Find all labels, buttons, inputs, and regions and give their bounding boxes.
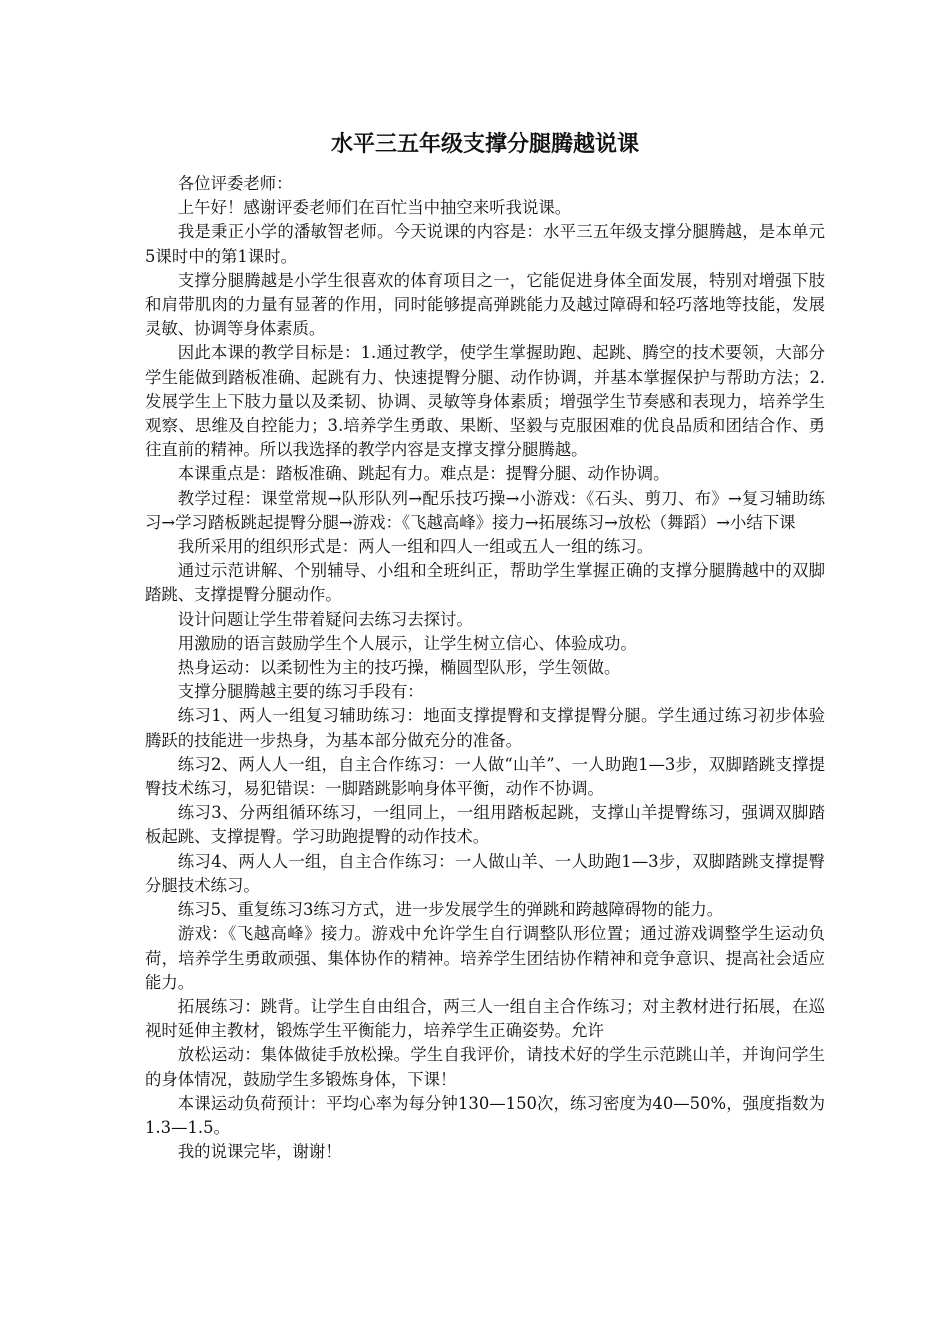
- paragraph-practice-3: 练习3、分两组循环练习，一组同上，一组用踏板起跳，支撑山羊提臀练习，强调双脚踏板起跳、支撑提臀。学习助跑提臀的动作技术。: [145, 803, 825, 847]
- paragraph-exercise-load: 本课运动负荷预计：平均心率为每分钟130—150次，练习密度为40—50%，强度指数为1.3—1.5。: [145, 1093, 825, 1137]
- paragraph-practice-1: 练习1、两人一组复习辅助练习：地面支撑提臀和支撑提臀分腿。学生通过练习初步体验腾跃的技能进一步热身，为基本部分做充分的准备。: [145, 706, 825, 750]
- paragraph-extension: 拓展练习：跳背。让学生自由组合，两三人一组自主合作练习；对主教材进行拓展，在巡视时延伸主教材，锻炼学生平衡能力，培养学生正确姿势。允许: [145, 996, 825, 1041]
- paragraph-thanks: 上午好！感谢评委老师们在百忙当中抽空来听我说课。: [177, 198, 572, 218]
- paragraph-closing: 我的说课完毕，谢谢！: [177, 1142, 342, 1162]
- paragraph-game: 游戏：《飞越高峰》接力。游戏中允许学生自行调整队形位置；通过游戏调整学生运动负荷，培养学生勇敢顽强、集体协作的精神。培养学生团结协作精神和竞争意识、提高社会适应能力。: [145, 924, 825, 992]
- paragraph-practice-intro: 支撑分腿腾越主要的练习手段有：: [177, 682, 424, 702]
- document-page: [145, 130, 825, 1164]
- paragraph-key-points: 本课重点是：踏板准确、跳起有力。难点是：提臀分腿、动作协调。: [177, 464, 670, 484]
- paragraph-greeting: 各位评委老师：: [177, 174, 293, 193]
- paragraph-encouragement: 用激励的语言鼓励学生个人展示，让学生树立信心、体验成功。: [177, 633, 637, 653]
- paragraph-cooldown: 放松运动：集体做徒手放松操。学生自我评价，请技术好的学生示范跳山羊，并询问学生的身体情况，鼓励学生多锻炼身体，下课！: [145, 1045, 825, 1089]
- document-title: 水平三五年级支撑分腿腾越说课: [330, 132, 639, 157]
- paragraph-practice-2: 练习2、两人人一组，自主合作练习：一人做“山羊”、一人助跑1—3步，双脚踏跳支撑提臀技术练习，易犯错误：一脚踏跳影响身体平衡，动作不协调。: [145, 754, 825, 799]
- paragraph-questions: 设计问题让学生带着疑问去练习去探讨。: [177, 609, 473, 629]
- paragraph-teaching-process: 教学过程：课堂常规→队形队列→配乐技巧操→小游戏：《石头、剪刀、布》→复习辅助练习→学习踏板跳起提臀分腿→游戏：《飞越高峰》接力→拓展练习→放松（舞蹈）→小结下课: [145, 488, 825, 532]
- paragraph-practice-4: 练习4、两人人一组，自主合作练习：一人做山羊、一人助跑1—3步，双脚踏跳支撑提臀分腿技术练习。: [145, 851, 825, 895]
- paragraph-teaching-goals: 因此本课的教学目标是：1.通过教学，使学生掌握助跑、起跳、腾空的技术要领，大部分学生能做到踏板准确、起跳有力、快速提臀分腿、动作协调，并基本掌握保护与帮助方法；2.发展学生上下肢力量以及柔韧、协调、灵敏等身体素质；增强学生节奏感和表现力，培养学生观察、思维及自控能力；3.培养学生勇敢、果断、坚毅与克服困难的优良品质和团结合作、勇往直前的精神。所以我选择的教学内容是支撑支撑分腿腾越。: [145, 343, 825, 460]
- paragraph-demonstration: 通过示范讲解、个别辅导、小组和全班纠正，帮助学生掌握正确的支撑分腿腾越中的双脚踏跳、支撑提臀分腿动作。: [145, 561, 825, 605]
- paragraph-organization: 我所采用的组织形式是：两人一组和四人一组或五人一组的练习。: [177, 537, 654, 557]
- paragraph-warmup: 热身运动：以柔韧性为主的技巧操，椭圆型队形，学生领做。: [177, 658, 621, 678]
- paragraph-introduction: 我是秉正小学的潘敏智老师。今天说课的内容是：水平三五年级支撑分腿腾越，是本单元5课时中的第1课时。: [145, 222, 825, 266]
- paragraph-practice-5: 练习5、重复练习3练习方式，进一步发展学生的弹跳和跨越障碍物的能力。: [177, 900, 724, 920]
- paragraph-content-description: 支撑分腿腾越是小学生很喜欢的体育项目之一，它能促进身体全面发展，特别对增强下肢和肩带肌肉的力量有显著的作用，同时能够提高弹跳能力及越过障碍和轻巧落地等技能，发展灵敏、协调等身体素质。: [145, 270, 825, 339]
